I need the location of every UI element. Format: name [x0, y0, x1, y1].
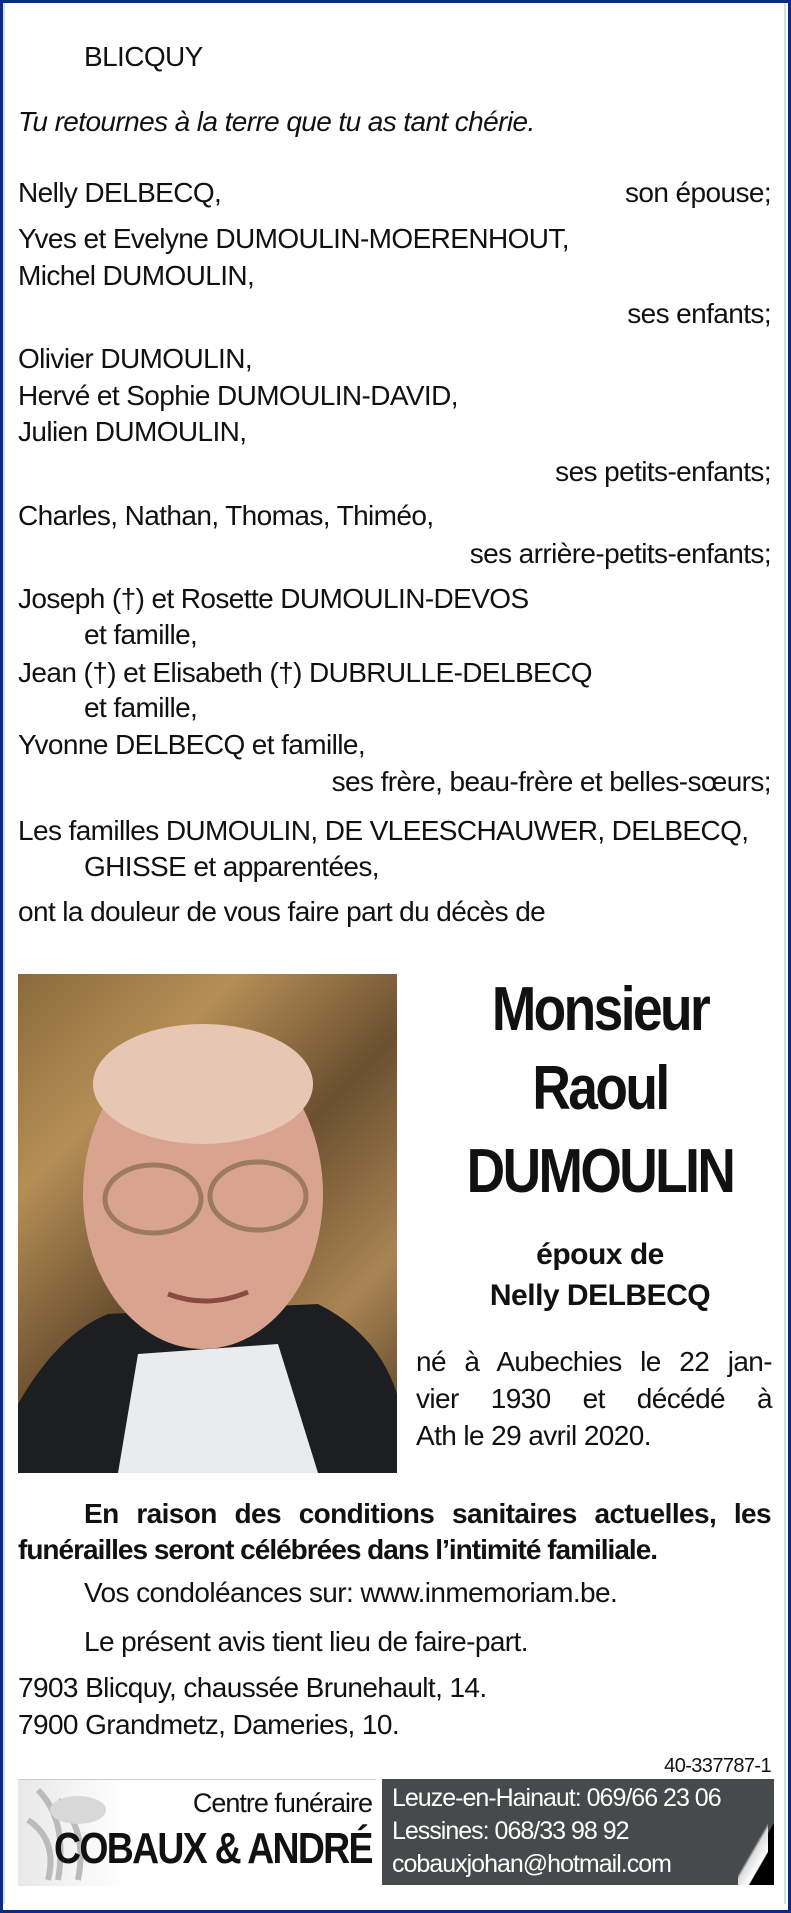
notice-bold: funérailles seront célébrées dans l’intimité familiale.	[18, 1534, 658, 1565]
relation-label: ses frère, beau-frère et belles-sœurs;	[331, 766, 771, 797]
location: BLICQUY	[84, 41, 203, 72]
family-line: Julien DUMOULIN,	[18, 416, 247, 447]
announcement: ont la douleur de vous faire part du décès de	[18, 896, 546, 927]
faire-part-text: Le présent avis tient lieu de faire-part.	[84, 1626, 528, 1657]
relation-label: ses arrière-petits-enfants;	[469, 538, 771, 569]
funeral-home-label: Centre funéraire	[192, 1788, 372, 1818]
family-line: et famille,	[84, 692, 198, 723]
funeral-home-banner	[18, 1779, 774, 1885]
funeral-home-logo	[18, 1779, 376, 1886]
dates-line: vier 1930 et décédé à	[416, 1383, 772, 1414]
address: 7903 Blicquy, chaussée Brunehault, 14.	[18, 1672, 487, 1703]
family-line: Yves et Evelyne DUMOULIN-MOERENHOUT,	[18, 223, 569, 254]
spouse-name: Nelly DELBECQ	[489, 1279, 711, 1312]
notice-bold: En raison des conditions sanitaires actuelles, les	[84, 1498, 771, 1529]
phone-lessines: Lessines: 068/33 98 92	[392, 1817, 629, 1845]
relation-label: ses enfants;	[627, 298, 771, 329]
family-line: Olivier DUMOULIN,	[18, 343, 253, 374]
family-line: Hervé et Sophie DUMOULIN-DAVID,	[18, 380, 458, 411]
deceased-first-name: Raoul	[532, 1054, 668, 1123]
funeral-home-contacts	[382, 1779, 774, 1885]
epigraph: Tu retournes à la terre que tu as tant chérie.	[18, 106, 535, 137]
address: 7900 Grandmetz, Dameries, 10.	[18, 1709, 400, 1740]
family-line: Jean (†) et Elisabeth (†) DUBRULLE-DELBECQ	[18, 657, 592, 688]
family-line: Yvonne DELBECQ et famille,	[18, 729, 366, 760]
family-line: Joseph (†) et Rosette DUMOULIN-DEVOS	[18, 583, 529, 614]
family-line: Nelly DELBECQ,	[18, 177, 222, 208]
family-line: et famille,	[84, 619, 198, 650]
family-line: Charles, Nathan, Thomas, Thiméo,	[18, 500, 434, 531]
funeral-home-name: COBAUX & ANDRÉ	[54, 1824, 372, 1873]
family-line: Michel DUMOULIN,	[18, 260, 255, 291]
phone-leuze: Leuze-en-Hainaut: 069/66 23 06	[392, 1784, 721, 1812]
relation-label: ses petits-enfants;	[555, 456, 771, 487]
deceased-last-name: DUMOULIN	[466, 1137, 734, 1206]
deceased-title: Monsieur	[491, 975, 709, 1044]
reference-number: 40-337787-1	[664, 1755, 771, 1777]
spouse-label: époux de	[536, 1238, 664, 1271]
page-curl-highlight	[738, 1823, 768, 1885]
dates-line: né à Aubechies le 22 jan-	[416, 1346, 772, 1377]
birth-death-dates	[416, 1345, 772, 1453]
family-line: GHISSE et apparentées,	[84, 851, 379, 882]
relation-label: son épouse;	[625, 177, 771, 208]
dates-line: Ath le 29 avril 2020.	[416, 1420, 651, 1451]
deceased-photo	[18, 974, 397, 1473]
condolences-text: Vos condoléances sur: www.inmemoriam.be.	[84, 1577, 618, 1608]
family-line: Les familles DUMOULIN, DE VLEESCHAUWER, DELBECQ,	[18, 815, 749, 846]
email: cobauxjohan@hotmail.com	[392, 1850, 671, 1878]
